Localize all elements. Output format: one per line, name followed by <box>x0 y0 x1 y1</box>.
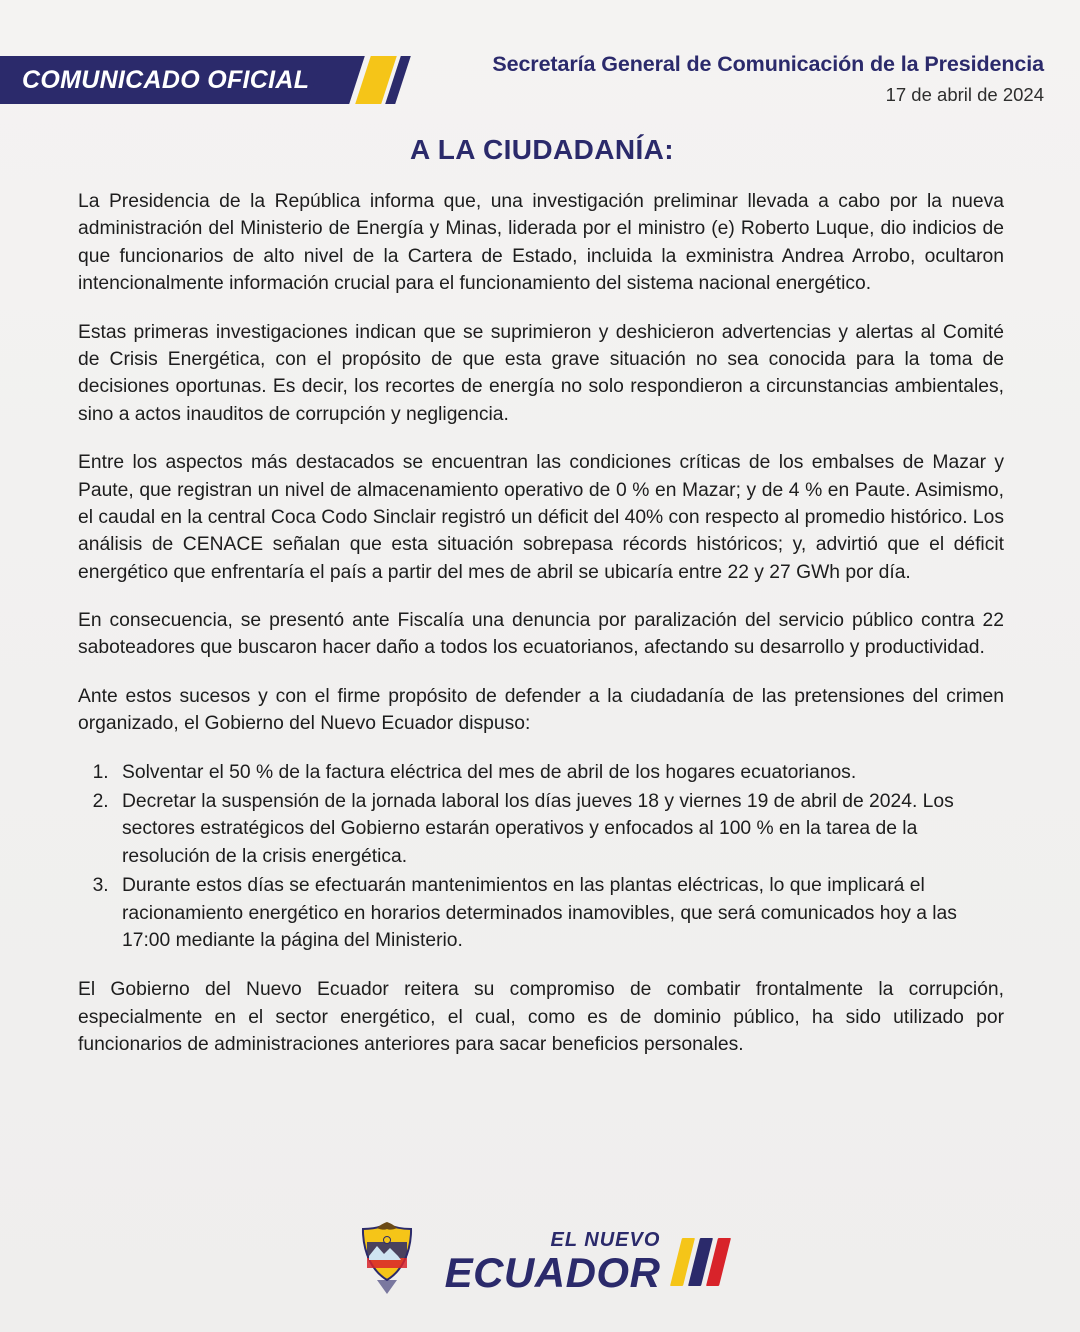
document-footer <box>0 1220 1080 1304</box>
brand-main-text: ECUADOR <box>444 1249 661 1296</box>
brand-top-text: EL NUEVO <box>550 1229 661 1251</box>
institution-name: Secretaría General de Comunicación de la Presidencia <box>492 52 1044 76</box>
flag-bars-icon <box>670 1238 731 1286</box>
banner-label: COMUNICADO OFICIAL <box>0 56 335 104</box>
header-institution-block <box>492 52 1044 106</box>
list-item: 2. Decretar la suspensión de la jornada laboral los días jueves 18 y viernes 19 de abril de 2024. Los sectores estratégicos del Gobierno estarán operativos y enfocados al 100 % en la tarea de la resolución de la crisis energética. <box>114 788 1004 870</box>
paragraph-5: Ante estos sucesos y con el firme propósito de defender a la ciudadanía de las pretensiones del crimen organizado, el Gobierno del Nuevo Ecuador dispuso: <box>78 685 1004 735</box>
document-header <box>0 0 1080 120</box>
list-item: 1. Solventar el 50 % de la factura eléctrica del mes de abril de los hogares ecuatorianos. <box>114 759 1004 786</box>
closing-paragraph: El Gobierno del Nuevo Ecuador reitera su compromiso de combatir frontalmente la corrupción, especialmente en el sector energético, el cual, como es de dominio público, ha sido utilizado por funcionarios de administraciones anteriores para sacar beneficios personales. <box>78 979 1004 1056</box>
document-body <box>0 134 1080 1059</box>
official-communique-banner <box>0 56 403 104</box>
paragraph-1: La Presidencia de la República informa que, una investigación preliminar llevada a cabo por la nueva administración del Ministerio de Energía y Minas, liderada por el ministro (e) Roberto Luque, dio indicios de que funcionarios de alto nivel de la Cartera de Estado, incluida la exministra Andrea Arrobo, ocultaron intencionalmente información crucial para el funcionamiento del sistema nacional energético. <box>78 191 1004 295</box>
measures-list <box>40 759 1044 955</box>
ecuador-coat-of-arms-icon <box>355 1220 419 1304</box>
page-title: A LA CIUDADANÍA: <box>409 134 675 165</box>
paragraph-2: Estas primeras investigaciones indican que se suprimieron y deshicieron advertencias y alertas al Comité de Crisis Energética, con el propósito de que esta grave situación no sea conocida para la toma de decisiones oportunas. Es decir, los recortes de energía no solo respondieron a circunstancias ambientales, sino a actos inauditos de corrupción y negligencia. <box>78 321 1004 425</box>
paragraph-3: Entre los aspectos más destacados se encuentran las condiciones críticas de los embalses de Mazar y Paute, que registran un nivel de almacenamiento operativo de 0 % en Mazar; y de 4 % en Paute. Asimismo, el caudal en la central Coca Codo Sinclair registró un déficit del 40% con respecto al promedio histórico. Los análisis de CENACE señalan que esta situación sobrepasa récords históricos; y, advirtió que el déficit energético que enfrentaría el país a partir del mes de abril se ubicaría entre 22 y 27 GWh por día. <box>78 452 1004 583</box>
brand-wordmark <box>445 1230 661 1294</box>
list-item: 3. Durante estos días se efectuarán mantenimientos en las plantas eléctricas, lo que implicará el racionamiento energético en horarios determinados inamovibles, que será comunicados hoy a las 17:00 mediante la página del Ministerio. <box>114 872 1004 954</box>
paragraph-4: En consecuencia, se presentó ante Fiscalía una denuncia por paralización del servicio público contra 22 saboteadores que buscaron hacer daño a todos los ecuatorianos, afectando su desarrollo y productividad. <box>78 610 1004 659</box>
el-nuevo-ecuador-logo <box>445 1230 726 1294</box>
issue-date: 17 de abril de 2024 <box>885 84 1044 105</box>
